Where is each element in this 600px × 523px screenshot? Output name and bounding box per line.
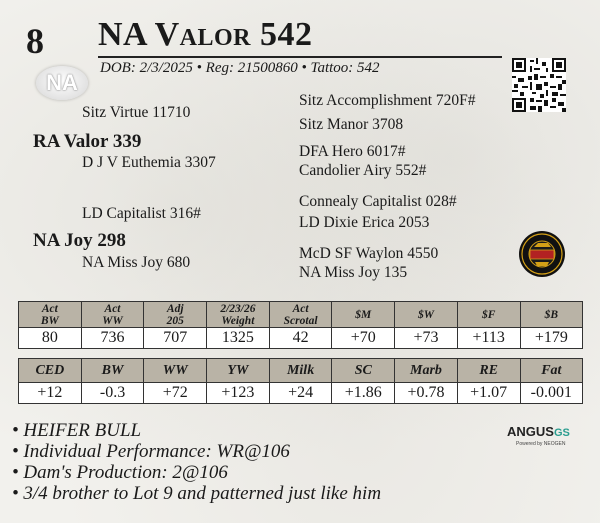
pedigree-sire-dam: D J V Euthemia 3307 [82, 154, 216, 171]
pedigree-dam: NA Joy 298 [33, 230, 126, 251]
performance-header-cell: $F [457, 302, 520, 328]
pedigree-sdd: Candolier Airy 552# [299, 162, 427, 179]
performance-value-cell: +113 [457, 328, 520, 349]
epd-value-cell: +72 [144, 383, 207, 404]
pedigree-sds: DFA Hero 6017# [299, 143, 406, 160]
epd-header-cell: Marb [395, 359, 458, 383]
epd-header-cell: Fat [520, 359, 583, 383]
note-item: • Dam's Production: 2@106 [12, 462, 228, 483]
epd-header-cell: SC [332, 359, 395, 383]
epd-value-cell: +1.86 [332, 383, 395, 404]
performance-value-cell: 80 [19, 328, 82, 349]
pedigree-ssd: Sitz Manor 3708 [299, 116, 404, 133]
animal-details: DOB: 2/3/2025 • Reg: 21500860 • Tattoo: 542 [100, 60, 380, 76]
note-item: • HEIFER BULL [12, 420, 142, 441]
angus-gs-logo: ANGUSGS [507, 424, 570, 439]
animal-name: NA Valor 542 [98, 16, 313, 53]
performance-table [18, 301, 583, 349]
pedigree-dds: McD SF Waylon 4550 [299, 245, 439, 262]
pedigree-dsd: LD Dixie Erica 2053 [299, 214, 430, 231]
pedigree-sire: RA Valor 339 [33, 131, 142, 152]
pedigree-dss: Connealy Capitalist 028# [299, 193, 457, 210]
epd-value-cell: -0.3 [81, 383, 144, 404]
pedigree-dam-sire: LD Capitalist 316# [82, 205, 201, 222]
epd-header-cell: Milk [269, 359, 332, 383]
performance-header-cell: $M [332, 302, 395, 328]
title-divider [98, 56, 502, 58]
performance-value-cell: 1325 [207, 328, 270, 349]
certified-angus-seal-icon [518, 230, 566, 278]
performance-header-cell: Act BW [19, 302, 82, 328]
epd-header-cell: CED [19, 359, 82, 383]
epd-header-cell: RE [457, 359, 520, 383]
angus-gs-tagline: Powered by NEOGEN [516, 441, 566, 447]
performance-header-cell: $W [395, 302, 458, 328]
performance-header-cell: 2/23/26 Weight [207, 302, 270, 328]
performance-header-cell: $B [520, 302, 583, 328]
na-ranch-logo: NA [36, 66, 88, 100]
pedigree-sire-sire: Sitz Virtue 11710 [82, 104, 191, 121]
performance-value-cell: +73 [395, 328, 458, 349]
pedigree-sss: Sitz Accomplishment 720F# [299, 92, 476, 109]
lot-number: 8 [26, 21, 44, 61]
pedigree-dam-dam: NA Miss Joy 680 [82, 254, 191, 271]
epd-value-cell: -0.001 [520, 383, 583, 404]
note-item: • 3/4 brother to Lot 9 and patterned just like him [12, 483, 382, 504]
performance-value-cell: 736 [81, 328, 144, 349]
performance-header-cell: Act WW [81, 302, 144, 328]
epd-value-cell: +24 [269, 383, 332, 404]
notes-list [12, 420, 381, 504]
epd-table [18, 358, 583, 404]
qr-code-icon[interactable] [512, 58, 566, 112]
note-item: • Individual Performance: WR@106 [12, 441, 290, 462]
performance-value-cell: 707 [144, 328, 207, 349]
epd-value-cell: +0.78 [395, 383, 458, 404]
epd-value-cell: +1.07 [457, 383, 520, 404]
epd-value-cell: +123 [207, 383, 270, 404]
performance-header-cell: Act Scrotal [269, 302, 332, 328]
pedigree-ddd: NA Miss Joy 135 [299, 264, 408, 281]
epd-header-cell: WW [144, 359, 207, 383]
epd-header-cell: YW [207, 359, 270, 383]
epd-value-cell: +12 [19, 383, 82, 404]
epd-header-cell: BW [81, 359, 144, 383]
performance-value-cell: +70 [332, 328, 395, 349]
performance-header-cell: Adj 205 [144, 302, 207, 328]
performance-value-cell: +179 [520, 328, 583, 349]
performance-value-cell: 42 [269, 328, 332, 349]
